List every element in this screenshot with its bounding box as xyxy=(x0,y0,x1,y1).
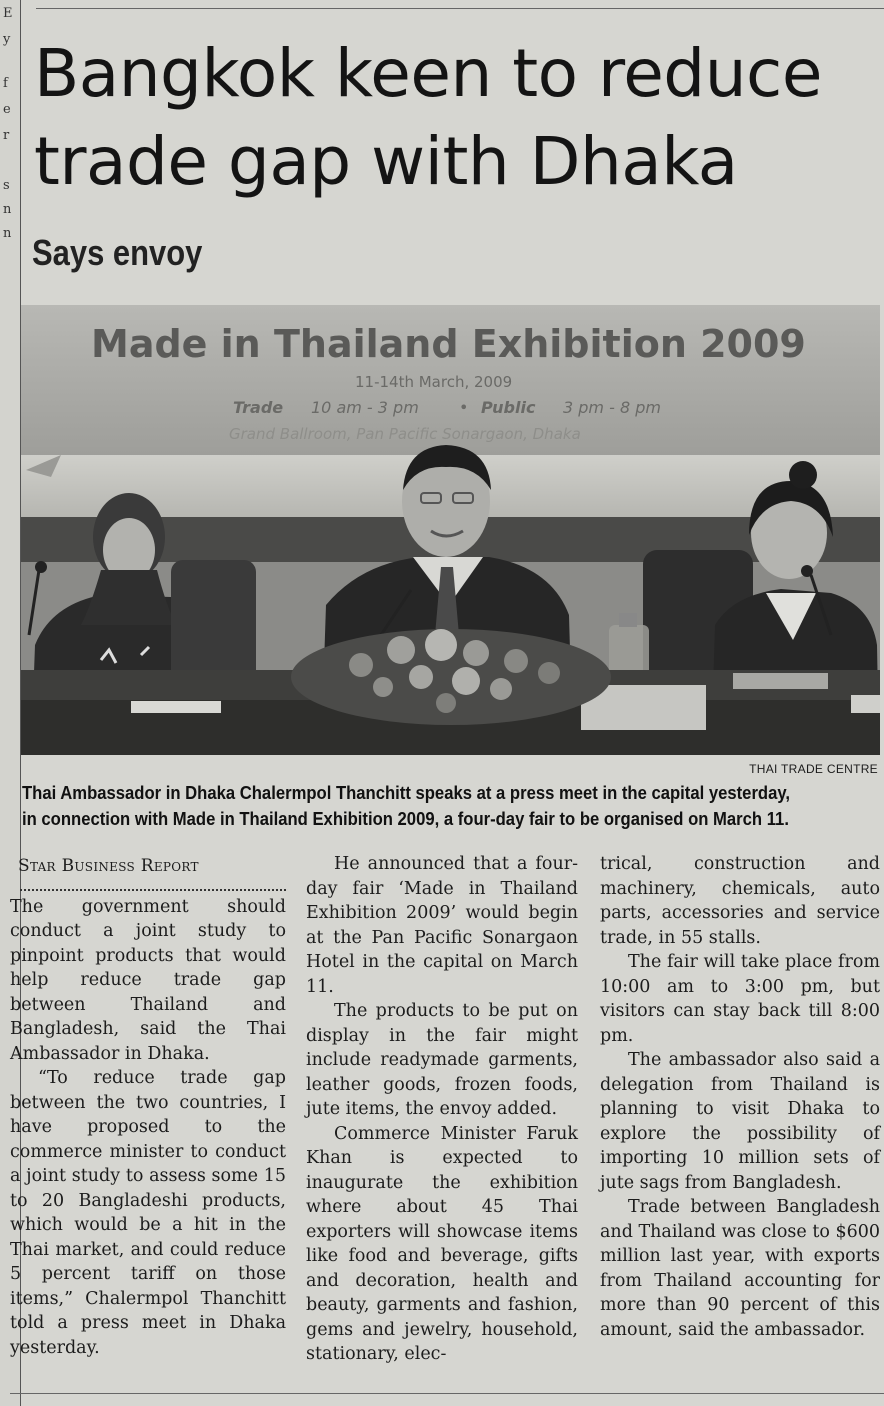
edge-letter: f xyxy=(3,76,8,91)
flower-arrangement xyxy=(291,629,611,725)
headline-line-2: trade gap with Dhaka xyxy=(34,123,738,200)
headline-line-1: Bangkok keen to reduce xyxy=(34,35,822,112)
nameplate-left xyxy=(131,701,221,713)
press-meet-photo xyxy=(21,305,880,755)
column-1 xyxy=(10,852,286,1360)
banner-title: Made in Thailand Exhibition 2009 xyxy=(91,322,806,366)
top-rule xyxy=(36,8,884,9)
banner-public-hours: 3 pm - 8 pm xyxy=(563,398,661,417)
edge-letter: n xyxy=(3,202,12,217)
column-3 xyxy=(600,852,880,1342)
edge-letter: n xyxy=(3,226,12,241)
edge-letter: e xyxy=(3,102,11,117)
banner-dates: 11-14th March, 2009 xyxy=(355,373,513,391)
edge-letter: E xyxy=(3,6,13,21)
paragraph-3: He announced that a four-day fair ‘Made in Thailand Exhibition 2009’ would begin at the Pan Pacific Sonargaon Hotel in the capital on March 11. xyxy=(306,854,578,997)
edge-letter: y xyxy=(3,32,11,47)
paragraph-7: The fair will take place from 10:00 am to 3:00 pm, but visitors can stay back till 8:00 pm. xyxy=(600,952,880,1046)
paragraph-9: Trade between Bangladesh and Thailand was close to $600 million last year, with exports from Thailand accounting for more than 90 percent of this amount, said the ambassador. xyxy=(600,1197,880,1340)
paragraph-4: The products to be put on display in the fair might include readymade garments, leather goods, frozen foods, jute items, the envoy added. xyxy=(306,1001,578,1119)
edge-letter: r xyxy=(3,128,10,143)
banner-public-label: Public xyxy=(481,398,536,417)
banner-venue: Grand Ballroom, Pan Pacific Sonargaon, Dhaka xyxy=(229,425,581,443)
caption-line-1: Thai Ambassador in Dhaka Chalermpol Thanchitt speaks at a press meet in the capital yesterday, xyxy=(22,782,791,803)
paragraph-5: Commerce Minister Faruk Khan is expected to inaugurate the exhibition where about 45 Thai exporters will showcase items like food and beverage, gifts and decoration, health and beauty, garments and fashion, gems and jewelry, household, stationary, elec- xyxy=(306,1123,578,1364)
byline: Star Business Report xyxy=(18,856,199,876)
paragraph-2: “To reduce trade gap between the two countries, I have proposed to the commerce minister to conduct a joint study to assess some 15 to 20 Bangladeshi products, which would be a hit in the Thai market, and could reduce 5 percent tariff on those items,” Chalermpol Thanchitt told a press meet in Dhaka yesterday. xyxy=(10,1068,286,1358)
banner-trade-hours: 10 am - 3 pm xyxy=(311,398,419,417)
paragraph-1: The government should conduct a joint study to pinpoint products that would help reduce trade gap between Thailand and Bangladesh, said the Thai Ambassador in Dhaka. xyxy=(10,896,286,1064)
headline xyxy=(34,30,884,206)
bottom-rule xyxy=(10,1393,884,1394)
photo-credit: THAI TRADE CENTRE xyxy=(749,762,878,776)
byline-divider xyxy=(20,889,286,891)
edge-letter: s xyxy=(3,178,10,193)
paragraph-6: trical, construction and machinery, chemicals, auto parts, accessories and service trade, in 55 stalls. xyxy=(600,854,880,948)
nameplate-right xyxy=(733,673,828,689)
column-2 xyxy=(306,852,578,1367)
paragraph-8: The ambassador also said a delegation from Thailand is planning to visit Dhaka to explore the possibility of importing 10 million sets of jute sags from Bangladesh. xyxy=(600,1050,880,1193)
banner-trade-label: Trade xyxy=(233,398,284,417)
banner-bullet: • xyxy=(459,398,469,417)
table-paper xyxy=(851,695,880,713)
photo-caption xyxy=(22,780,805,832)
subheadline: Says envoy xyxy=(32,232,203,273)
caption-line-2: in connection with Made in Thailand Exhibition 2009, a four-day fair to be organised on March 11. xyxy=(22,808,789,829)
article-body xyxy=(10,852,882,1392)
